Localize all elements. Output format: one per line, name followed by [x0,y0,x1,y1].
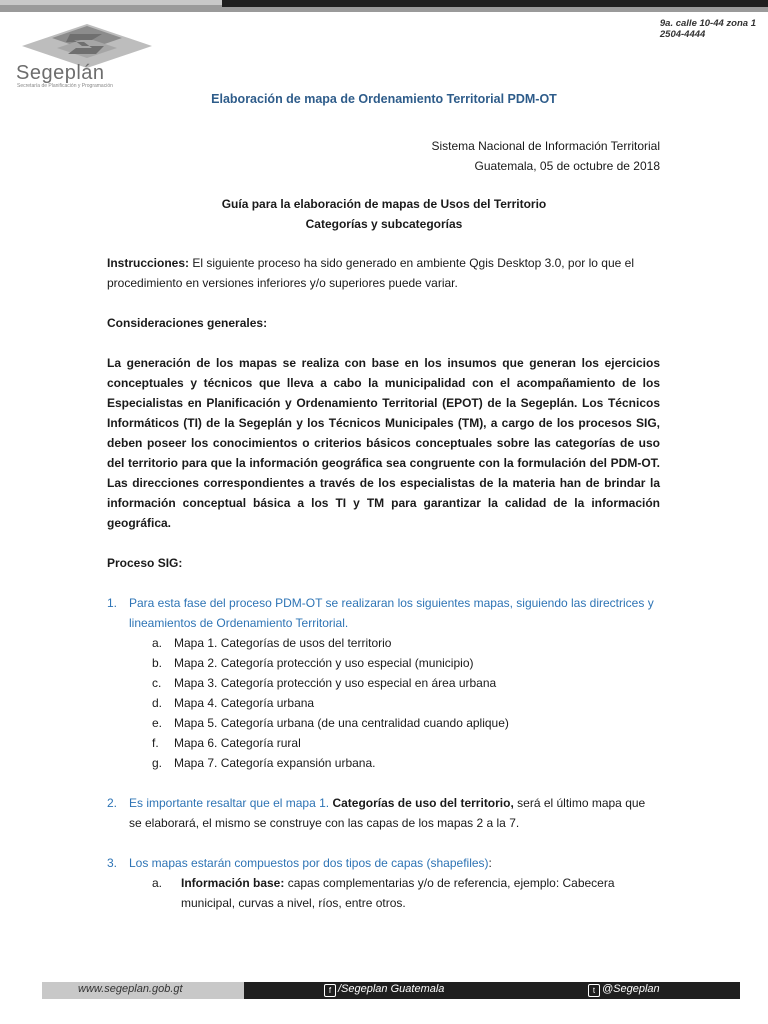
map-list-item [152,693,314,713]
footer-twitter-link[interactable] [588,983,660,997]
sender-block [431,136,660,176]
instructions-label: Instrucciones: [107,256,190,270]
guide-title-line: Guía para la elaboración de mapas de Usos del Territorio [221,197,547,211]
logo-name: Segeplán [16,62,105,84]
map-item-text: Mapa 7. Categoría expansión urbana. [174,756,376,770]
list-number: 1. [107,596,118,610]
list-item-text-blue: Es importante resaltar que el mapa 1. [129,796,333,810]
list-item [107,853,660,873]
list-item [107,593,660,633]
list-item-text: Para esta fase del proceso PDM-OT se realizaran los siguientes mapas, siguiendo las directrices y lineamientos de Ordenamiento Territorial. [129,596,654,630]
list-number: 3. [107,856,118,870]
process-heading: Proceso SIG: [107,556,183,570]
list-letter: b. [152,656,163,670]
map-list-item [152,733,301,753]
map-item-text: Mapa 2. Categoría protección y uso especial (municipio) [174,656,474,670]
guide-subtitle-line: Categorías y subcategorías [305,217,463,231]
sender-date: Guatemala, 05 de octubre de 2018 [474,159,660,173]
logo-subtitle: Secretaría de Planificación y Programación [17,83,113,89]
list-item-text-rest: : [488,856,492,870]
header-address [660,18,756,40]
list-letter: d. [152,696,163,710]
map-item-text: Mapa 4. Categoría urbana [174,696,315,710]
map-list-item [152,753,375,773]
guide-title [0,194,768,234]
map-list-item [152,633,391,653]
list-letter: c. [152,676,162,690]
address-line: 9a. calle 10-44 zona 1 [659,18,756,29]
considerations-heading: Consideraciones generales: [107,316,268,330]
list-letter: a. [152,636,163,650]
map-list-item [152,673,496,693]
phone-line: 2504-4444 [659,29,706,40]
list-item-text-blue: Los mapas estarán compuestos por dos tipos de capas (shapefiles) [129,856,489,870]
list-item-text [129,853,660,873]
list-letter: g. [152,756,163,770]
list-letter: a. [152,876,163,890]
instructions-paragraph [107,253,660,293]
layer-item-description: capas complementarias y/o de referencia, ejemplo: Cabecera municipal, curvas a nivel, ríos, entre otros. [181,876,615,910]
layer-list-item [152,873,652,913]
footer-bar-dark [244,982,740,999]
map-item-text: Mapa 1. Categorías de usos del territorio [174,636,392,650]
document-title: Elaboración de mapa de Ordenamiento Territorial PDM-OT [211,92,557,106]
twitter-handle: @Segeplan [602,983,660,995]
layer-item-label: Información base: [181,876,285,890]
list-letter: f. [152,736,159,750]
footer-facebook-link[interactable] [324,983,444,997]
map-list-item [152,713,509,733]
list-item-text-rest: será el último mapa que se elaborará, el mismo se construye con las capas de los mapas 2 a la 7. [129,796,646,830]
layer-item-text [181,873,652,913]
facebook-icon: f [324,984,336,997]
list-item-text-bold: Categorías de uso del territorio, [332,796,514,810]
twitter-icon: t [588,984,600,997]
map-list-item [152,653,473,673]
map-item-text: Mapa 3. Categoría protección y uso especial en área urbana [174,676,497,690]
map-item-text: Mapa 6. Categoría rural [174,736,301,750]
top-bar-dark [222,0,768,7]
considerations-paragraph: La generación de los mapas se realiza con base en los insumos que generan los ejercicios conceptuales y técnicos que lleva a cabo la municipalidad con el acompañamiento de los Especialistas en Planificación y Ordenamiento Territorial (EPOT) de la Segeplán. Los Técnicos Informáticos (TI) de la Segeplán y los Técnicos Municipales (TM), a cargo de los procesos SIG, deben poseer los conocimientos o criterios básicos conceptuales sobre las categorías de uso del territorio para que la información geográfica sea congruente con la formulación del PDM-OT. Las direcciones correspondientes a través de los especialistas de la materia han de brindar la información conceptual básica a los TI y TM para garantizar la calidad de la información geográfica. [107,356,660,530]
footer-website-link[interactable]: www.segeplan.gob.gt [78,983,183,995]
list-item [107,793,660,833]
sender-organization: Sistema Nacional de Información Territorial [431,139,660,153]
list-letter: e. [152,716,163,730]
facebook-handle: /Segeplan Guatemala [338,983,445,995]
instructions-text: El siguiente proceso ha sido generado en ambiente Qgis Desktop 3.0, por lo que el procedimiento en versiones inferiores y/o superiores puede variar. [107,256,634,290]
map-item-text: Mapa 5. Categoría urbana (de una centralidad cuando aplique) [174,716,509,730]
list-item-text [129,793,660,833]
top-bar-light [0,0,222,5]
list-number: 2. [107,796,118,810]
